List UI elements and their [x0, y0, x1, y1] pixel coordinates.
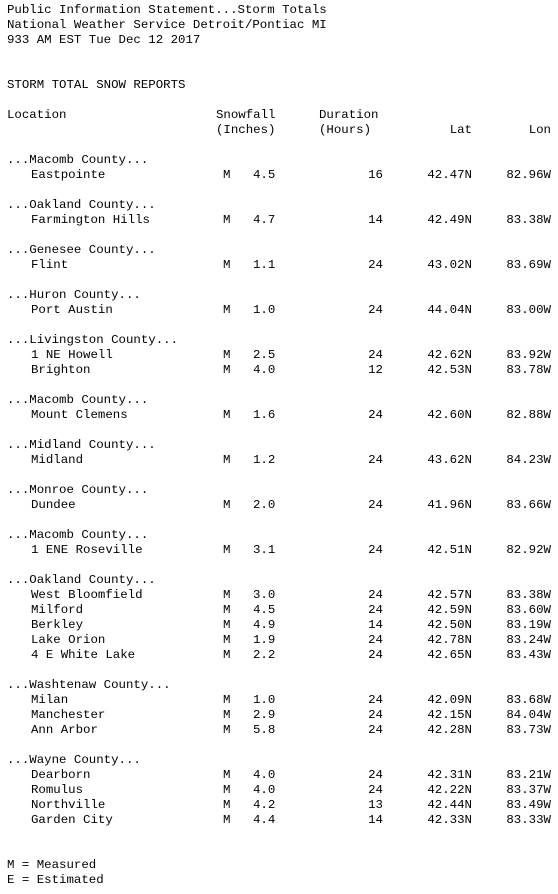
spacer [7, 93, 555, 108]
snowfall-cell: 2.9 [253, 708, 276, 722]
measurement-flag-cell: M [223, 693, 231, 707]
table-row [7, 783, 555, 798]
duration-cell: 24 [368, 603, 383, 617]
duration-cell: 14 [368, 813, 383, 827]
table-row [7, 603, 555, 618]
latitude-cell: 42.33N [427, 813, 472, 827]
table-row [7, 708, 555, 723]
latitude-cell: 43.62N [427, 453, 472, 467]
snowfall-cell: 2.2 [253, 648, 276, 662]
longitude-cell: 83.38W [506, 588, 551, 602]
snowfall-cell: 5.8 [253, 723, 276, 737]
county-heading: ...Oakland County... [7, 573, 156, 587]
measurement-flag-cell: M [223, 258, 231, 272]
snowfall-cell: 4.2 [253, 798, 276, 812]
snowfall-cell: 4.5 [253, 168, 276, 182]
county-heading: ...Macomb County... [7, 153, 149, 167]
table-row [7, 618, 555, 633]
location-cell: Milan [31, 693, 69, 707]
longitude-cell: 83.37W [506, 783, 551, 797]
column-header-duration: Duration [319, 108, 379, 122]
duration-cell: 16 [368, 168, 383, 182]
snowfall-cell: 1.9 [253, 633, 276, 647]
location-cell: Brighton [31, 363, 91, 377]
report-body [7, 138, 555, 828]
spacer [7, 843, 555, 858]
measurement-flag-cell: M [223, 348, 231, 362]
table-row [7, 633, 555, 648]
table-row [7, 213, 555, 228]
snowfall-cell: 4.4 [253, 813, 276, 827]
measurement-flag-cell: M [223, 588, 231, 602]
column-header-units-row [7, 123, 555, 138]
spacer [7, 513, 555, 528]
spacer [7, 183, 555, 198]
duration-cell: 24 [368, 588, 383, 602]
measurement-flag-cell: M [223, 768, 231, 782]
county-heading: ...Huron County... [7, 288, 141, 302]
longitude-cell: 84.04W [506, 708, 551, 722]
latitude-cell: 42.28N [427, 723, 472, 737]
county-heading: ...Wayne County... [7, 753, 141, 767]
statement-title: Public Information Statement...Storm Totals [7, 3, 327, 17]
spacer [7, 273, 555, 288]
snowfall-cell: 4.9 [253, 618, 276, 632]
legend-measured: M = Measured [7, 858, 97, 872]
measurement-flag-cell: M [223, 618, 231, 632]
duration-cell: 12 [368, 363, 383, 377]
county-heading: ...Washtenaw County... [7, 678, 171, 692]
column-header-location: Location [7, 108, 67, 122]
measurement-flag-cell: M [223, 498, 231, 512]
snowfall-cell: 4.0 [253, 768, 276, 782]
county-heading: ...Macomb County... [7, 393, 149, 407]
latitude-cell: 42.57N [427, 588, 472, 602]
duration-cell: 24 [368, 453, 383, 467]
location-cell: Milford [31, 603, 84, 617]
measurement-flag-cell: M [223, 813, 231, 827]
location-cell: Lake Orion [31, 633, 106, 647]
latitude-cell: 42.15N [427, 708, 472, 722]
longitude-cell: 83.33W [506, 813, 551, 827]
longitude-cell: 83.78W [506, 363, 551, 377]
location-cell: 4 E White Lake [31, 648, 136, 662]
longitude-cell: 83.73W [506, 723, 551, 737]
measurement-flag-cell: M [223, 168, 231, 182]
duration-cell: 14 [368, 618, 383, 632]
column-header-lat: Lat [449, 123, 472, 137]
table-row [7, 258, 555, 273]
latitude-cell: 42.60N [427, 408, 472, 422]
duration-cell: 13 [368, 798, 383, 812]
snowfall-cell: 1.6 [253, 408, 276, 422]
latitude-cell: 42.62N [427, 348, 472, 362]
longitude-cell: 82.96W [506, 168, 551, 182]
table-row [7, 813, 555, 828]
table-row [7, 348, 555, 363]
county-heading: ...Genesee County... [7, 243, 156, 257]
measurement-flag-cell: M [223, 303, 231, 317]
duration-cell: 24 [368, 783, 383, 797]
measurement-flag-cell: M [223, 633, 231, 647]
measurement-flag-cell: M [223, 723, 231, 737]
spacer [7, 378, 555, 393]
location-cell: 1 NE Howell [31, 348, 113, 362]
longitude-cell: 83.66W [506, 498, 551, 512]
snowfall-cell: 1.1 [253, 258, 276, 272]
measurement-flag-cell: M [223, 798, 231, 812]
spacer [7, 468, 555, 483]
measurement-flag-cell: M [223, 603, 231, 617]
table-row [7, 498, 555, 513]
latitude-cell: 42.51N [427, 543, 472, 557]
longitude-cell: 82.88W [506, 408, 551, 422]
snowfall-cell: 1.2 [253, 453, 276, 467]
snowfall-cell: 4.7 [253, 213, 276, 227]
snowfall-cell: 4.0 [253, 783, 276, 797]
latitude-cell: 42.65N [427, 648, 472, 662]
measurement-flag-cell: M [223, 543, 231, 557]
measurement-flag-cell: M [223, 453, 231, 467]
issuing-office: National Weather Service Detroit/Pontiac MI [7, 18, 327, 32]
latitude-cell: 43.02N [427, 258, 472, 272]
spacer [7, 228, 555, 243]
location-cell: Dundee [31, 498, 76, 512]
duration-cell: 24 [368, 708, 383, 722]
measurement-flag-cell: M [223, 708, 231, 722]
longitude-cell: 83.49W [506, 798, 551, 812]
duration-cell: 24 [368, 303, 383, 317]
location-cell: West Bloomfield [31, 588, 143, 602]
spacer [7, 318, 555, 333]
column-header-snowfall: Snowfall [216, 108, 276, 122]
table-row [7, 303, 555, 318]
longitude-cell: 83.19W [506, 618, 551, 632]
county-heading: ...Livingston County... [7, 333, 179, 347]
table-row [7, 723, 555, 738]
duration-cell: 14 [368, 213, 383, 227]
measurement-flag-cell: M [223, 213, 231, 227]
table-row [7, 453, 555, 468]
latitude-cell: 42.50N [427, 618, 472, 632]
longitude-cell: 83.21W [506, 768, 551, 782]
latitude-cell: 42.09N [427, 693, 472, 707]
county-heading: ...Oakland County... [7, 198, 156, 212]
snowfall-cell: 1.0 [253, 693, 276, 707]
latitude-cell: 42.22N [427, 783, 472, 797]
table-row [7, 588, 555, 603]
latitude-cell: 41.96N [427, 498, 472, 512]
longitude-cell: 83.92W [506, 348, 551, 362]
table-row [7, 798, 555, 813]
table-row [7, 768, 555, 783]
location-cell: 1 ENE Roseville [31, 543, 143, 557]
location-cell: Mount Clemens [31, 408, 128, 422]
longitude-cell: 84.23W [506, 453, 551, 467]
column-header-row [7, 108, 555, 123]
longitude-cell: 83.69W [506, 258, 551, 272]
longitude-cell: 83.24W [506, 633, 551, 647]
table-row [7, 693, 555, 708]
table-row [7, 408, 555, 423]
table-row [7, 543, 555, 558]
county-heading: ...Midland County... [7, 438, 156, 452]
longitude-cell: 83.43W [506, 648, 551, 662]
measurement-flag-cell: M [223, 783, 231, 797]
longitude-cell: 83.38W [506, 213, 551, 227]
latitude-cell: 42.53N [427, 363, 472, 377]
longitude-cell: 83.00W [506, 303, 551, 317]
latitude-cell: 42.44N [427, 798, 472, 812]
county-heading: ...Monroe County... [7, 483, 149, 497]
table-row [7, 648, 555, 663]
latitude-cell: 42.47N [427, 168, 472, 182]
latitude-cell: 42.31N [427, 768, 472, 782]
county-heading: ...Macomb County... [7, 528, 149, 542]
spacer [7, 828, 555, 843]
legend-estimated: E = Estimated [7, 873, 104, 887]
latitude-cell: 42.59N [427, 603, 472, 617]
location-cell: Flint [31, 258, 69, 272]
location-cell: Eastpointe [31, 168, 106, 182]
storm-report-document [7, 3, 555, 888]
measurement-flag-cell: M [223, 408, 231, 422]
location-cell: Ann Arbor [31, 723, 98, 737]
location-cell: Romulus [31, 783, 84, 797]
snowfall-cell: 2.5 [253, 348, 276, 362]
location-cell: Port Austin [31, 303, 113, 317]
issue-time: 933 AM EST Tue Dec 12 2017 [7, 33, 201, 47]
duration-cell: 24 [368, 768, 383, 782]
location-cell: Midland [31, 453, 84, 467]
column-header-duration-units: (Hours) [319, 123, 372, 137]
spacer [7, 48, 555, 63]
spacer [7, 738, 555, 753]
snowfall-cell: 3.1 [253, 543, 276, 557]
snowfall-cell: 3.0 [253, 588, 276, 602]
measurement-flag-cell: M [223, 363, 231, 377]
spacer [7, 663, 555, 678]
spacer [7, 558, 555, 573]
location-cell: Garden City [31, 813, 113, 827]
spacer [7, 138, 555, 153]
table-row [7, 168, 555, 183]
longitude-cell: 83.68W [506, 693, 551, 707]
longitude-cell: 82.92W [506, 543, 551, 557]
snowfall-cell: 1.0 [253, 303, 276, 317]
location-cell: Berkley [31, 618, 84, 632]
latitude-cell: 42.49N [427, 213, 472, 227]
duration-cell: 24 [368, 408, 383, 422]
column-header-lon: Lon [528, 123, 551, 137]
location-cell: Northville [31, 798, 106, 812]
spacer [7, 63, 555, 78]
location-cell: Farmington Hills [31, 213, 150, 227]
column-header-snowfall-units: (Inches) [216, 123, 276, 137]
section-title: STORM TOTAL SNOW REPORTS [7, 78, 186, 92]
latitude-cell: 44.04N [427, 303, 472, 317]
duration-cell: 24 [368, 633, 383, 647]
spacer [7, 423, 555, 438]
snowfall-cell: 2.0 [253, 498, 276, 512]
duration-cell: 24 [368, 693, 383, 707]
measurement-flag-cell: M [223, 648, 231, 662]
location-cell: Manchester [31, 708, 106, 722]
duration-cell: 24 [368, 543, 383, 557]
table-row [7, 363, 555, 378]
duration-cell: 24 [368, 723, 383, 737]
longitude-cell: 83.60W [506, 603, 551, 617]
duration-cell: 24 [368, 648, 383, 662]
duration-cell: 24 [368, 348, 383, 362]
snowfall-cell: 4.5 [253, 603, 276, 617]
snowfall-cell: 4.0 [253, 363, 276, 377]
duration-cell: 24 [368, 258, 383, 272]
duration-cell: 24 [368, 498, 383, 512]
latitude-cell: 42.78N [427, 633, 472, 647]
location-cell: Dearborn [31, 768, 91, 782]
